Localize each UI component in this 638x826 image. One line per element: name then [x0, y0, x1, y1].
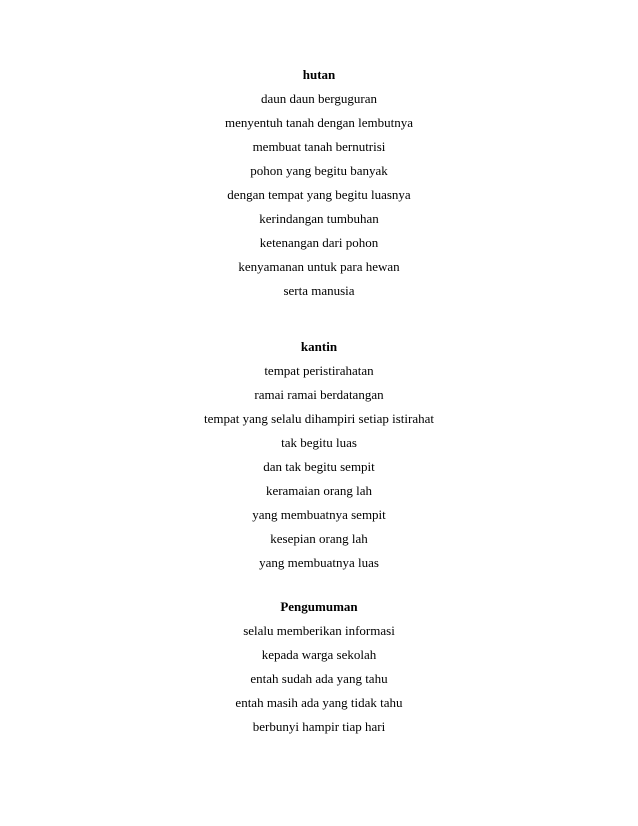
- poem-pengumuman: [0, 599, 638, 743]
- poem-line: tempat yang selalu dihampiri setiap istirahat: [204, 411, 434, 426]
- poem-line: keramaian orang lah: [265, 483, 373, 498]
- poem-line: kenyamanan untuk para hewan: [238, 259, 400, 274]
- poem-hutan: [0, 67, 638, 307]
- poem-line: entah sudah ada yang tahu: [250, 671, 388, 686]
- poem-title: Pengumuman: [280, 599, 358, 614]
- poem-line: ketenangan dari pohon: [259, 235, 379, 250]
- poem-title: kantin: [300, 339, 338, 354]
- poem-line: berbunyi hampir tiap hari: [252, 719, 386, 734]
- poem-line: entah masih ada yang tidak tahu: [235, 695, 403, 710]
- poem-line: dan tak begitu sempit: [263, 459, 375, 474]
- poem-line: kepada warga sekolah: [261, 647, 377, 662]
- poem-line: daun daun berguguran: [260, 91, 377, 106]
- poem-line: yang membuatnya sempit: [252, 507, 386, 522]
- poem-line: kerindangan tumbuhan: [259, 211, 379, 226]
- poem-line: yang membuatnya luas: [259, 555, 379, 570]
- poem-title: hutan: [302, 67, 336, 82]
- poem-kantin: [0, 339, 638, 579]
- poem-line: selalu memberikan informasi: [243, 623, 395, 638]
- poem-line: pohon yang begitu banyak: [250, 163, 388, 178]
- poem-line: serta manusia: [283, 283, 355, 298]
- poem-line: membuat tanah bernutrisi: [252, 139, 386, 154]
- poem-line: ramai ramai berdatangan: [254, 387, 384, 402]
- poem-line: dengan tempat yang begitu luasnya: [227, 187, 411, 202]
- poem-line: kesepian orang lah: [270, 531, 368, 546]
- poem-line: menyentuh tanah dengan lembutnya: [224, 115, 414, 130]
- poem-line: tempat peristirahatan: [264, 363, 374, 378]
- poem-line: tak begitu luas: [281, 435, 357, 450]
